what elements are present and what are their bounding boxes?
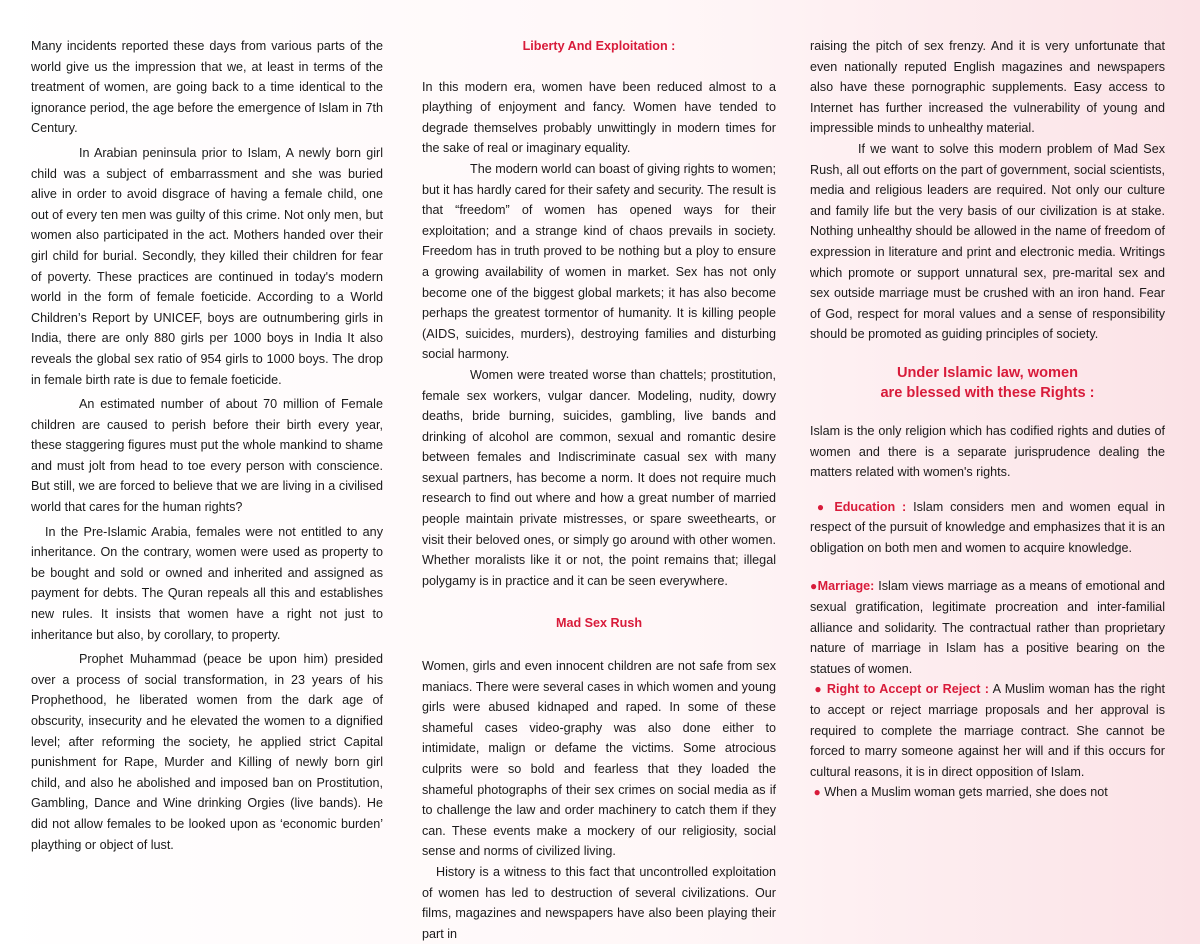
column-left (31, 36, 383, 855)
paragraph: In this modern era, women have been reduced almost to a plaything of enjoyment and fancy. Women have tended to degrade themselves probably unwittingly in modern times for the sake of real or imaginary equality. (422, 79, 776, 156)
accept-reject-item (810, 679, 1165, 782)
paragraph: Women were treated worse than chattels; prostitution, female sex workers, vulgar dancer. Modeling, nudity, dowry deaths, bride burning, suicides, gambling, live bands and drinking of alcohol are common, sexual and romantic desire between females and Indiscriminate casual sex with many sexual partners, has become a norm. It does not require much research to find out where and how a great number of married people maintain private mistresses, or spare sweethearts, or visit their beloved ones, or simply go around with other women. Whether moralists like it or not, the point remains that; illegal polygamy is in practice and it can be seen everywhere. (422, 367, 776, 588)
paragraph: In the Pre-Islamic Arabia, females were not entitled to any inheritance. On the contrary, women were used as property to be bought and sold or owned and inherited and assigned as payment for debts. The Quran repeals all this and establishes new rules. It insists that women have a right not just to inheritance but also, by corollary, to property. (31, 524, 383, 642)
section-heading-mad-sex-rush: Mad Sex Rush (555, 616, 643, 631)
paragraph: Many incidents reported these days from various parts of the world give us the impression that we, at least in terms of the treatment of women, are going back to a time identical to the ignorance period, the age before the emergence of Islam in 7th Century. (31, 39, 383, 136)
paragraph: History is a witness to this fact that uncontrolled exploitation of women has led to destruction of several civilizations. Our films, magazines and newspapers have also been playing their part in (422, 864, 776, 941)
paragraph: raising the pitch of sex frenzy. And it is very unfortunate that even nationally reputed English magazines and newspapers also have these pornographic supplements. Easy access to Internet has further increased the vulnerability of young and impressible minds to unhealthy material. (810, 39, 1165, 136)
bullet-icon: ● (816, 499, 828, 514)
rights-heading-line2: are blessed with these Rights : (880, 384, 1095, 401)
paragraph: In Arabian peninsula prior to Islam, A newly born girl child was a subject of embarrassment and she was buried alive in order to avoid disgrace of having a female child, one out of every ten men was guilty of this crime. Not only men, but women also participated in the act. Mothers handed over their girl child for burial. Secondly, they killed their children for fear of poverty. These practices are continued in today's modern world in the form of female foeticide. According to a World Children’s Report by UNICEF, boys are outnumbering girls in India, there are only 880 girls per 1000 boys in India It also reveals the global sex ratio of 954 girls to 1000 boys. The drop in female birth rate is due to female foeticide. (31, 145, 383, 387)
section-heading-liberty: Liberty And Exploitation : (522, 39, 676, 53)
paragraph: The modern world can boast of giving rights to women; but it has hardly cared for their safety and security. The result is that “freedom” of women has opened ways for their exploitation; and a strange kind of chaos prevails in society. Freedom has in truth proved to be nothing but a ploy to ensure a growing availability of women in market. Sex has not only become one of the biggest global markets; it has also become perhaps the greatest tormentor of humanity. It is killing people (AIDS, suicides, murders), destroying families and disturbing social harmony. (422, 161, 776, 362)
married-woman-text: When a Muslim woman gets married, she does not (820, 785, 1108, 800)
bullet-icon: ● (814, 682, 823, 697)
marriage-item (810, 576, 1165, 679)
paragraph: Women, girls and even innocent children are not safe from sex maniacs. There were several cases in which women and young girls were abused kidnaped and raped. In some of these shameful cases video-graphy was also done either to intimidate, malign or defame the victims. Some atrocious culprits were so bold and fearless that they loaded the shameful photographs of their sex crimes on social media as if to challenge the law and order machinery to catch them if they can. These events make a mockery of our religiosity, social sense and norms of civilized living. (422, 659, 776, 859)
married-woman-item (810, 782, 1165, 803)
marriage-label: Marriage: (817, 579, 875, 594)
bullet-icon: ● (810, 579, 818, 594)
column-middle (422, 36, 776, 944)
paragraph: If we want to solve this modern problem of Mad Sex Rush, all out efforts on the part of government, social scientists, media and religious leaders are required. Not only our culture and family life but the very basis of our civilization is at stake. Nothing unhealthy should be allowed in the name of freedom of expression in literature and print and electronic media. Writings which promote or support unnatural sex, pre-marital sex and sex outside marriage must be crushed with an iron hand. Fear of God, respect for moral values and a sense of responsibility should be promoted as guiding principles of society. (810, 141, 1165, 342)
education-text: Islam considers men and women equal in respect of the pursuit of knowledge and emphasizes that it is an obligation on both men and women to acquire knowledge. (810, 499, 1165, 555)
education-label: Education : (834, 499, 907, 514)
accept-reject-label: Right to Accept or Reject : (826, 682, 989, 697)
paragraph: Prophet Muhammad (peace be upon him) presided over a process of social transformation, in 23 years of his Prophethood, he liberated women from the dark age of obscurity, insecurity and he elevated the women to a dignified level; after reforming the society, he applied strict Capital punishment for Rape, Murder and Killing of newly born girl child, and also he abolished and imposed ban on Prostitution, Gambling, Dance and Wine drinking Orgies (live bands). He did not allow females to be looked upon as ‘economic burden’ plaything or object of lust. (31, 652, 383, 852)
education-item (810, 497, 1165, 559)
marriage-text: Islam views marriage as a means of emotional and sexual gratification, legitimate procreation and inter-familial alliance and solidarity. The contractual rather than proprietary nature of marriage in Islam has a positive bearing on the statues of women. (810, 579, 1165, 676)
paragraph: An estimated number of about 70 million of Female children are caused to perish before their birth every year, these staggering figures must put the whole mankind to shame and must jolt from head to toe every person with conscience. But still, we are forced to believe that we are living in a civilised world that cares for the human rights? (31, 397, 383, 515)
paragraph: Islam is the only religion which has codified rights and duties of women and there is a separate jurisprudence dealing the matters related with women's rights. (810, 423, 1165, 480)
column-right (810, 36, 1165, 803)
rights-heading-line1: Under Islamic law, women (896, 364, 1079, 381)
accept-reject-text: A Muslim woman has the right to accept or reject marriage proposals and her approval is required to complete the marriage contract. She cannot be forced to marry someone against her will and if this occurs for cultural reasons, it is in direct opposition of Islam. (810, 682, 1166, 779)
bullet-icon: ● (813, 785, 821, 800)
